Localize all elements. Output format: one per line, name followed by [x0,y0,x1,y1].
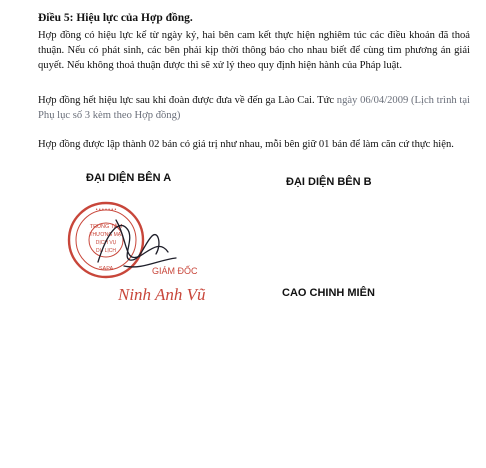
party-b-heading: ĐẠI DIỆN BÊN B [286,176,372,188]
paragraph-validity: Hợp đồng có hiệu lực kể từ ngày ký, hai bên cam kết thực hiện nghiêm túc các điều khoản đã thoả thuận. Nếu có phát sinh, các bên phải kịp thời thông báo cho nhau biết để cùng tìm phương án giải quyết. Nếu không thoả thuận được thì sẽ xử lý theo quy định hiện hành của Pháp luật. [38,30,470,71]
paragraph-expiry-note: ngày 06/04/2009 (Lịch trình tại Phụ lục số 3 kèm theo Hợp đồng) [38,95,470,121]
paragraph-copies: Hợp đồng được lập thành 02 bản có giá trị như nhau, mỗi bên giữ 01 bản để làm căn cứ thực hiện. [38,139,454,150]
party-b-name: CAO CHINH MIÊN [282,287,375,299]
svg-text:• • • • • • •: • • • • • • • [95,207,117,213]
director-name: Ninh Anh Vũ [118,285,206,304]
party-a-stamp-signature [58,200,228,312]
paragraph-expiry-main: Hợp đồng hết hiệu lực sau khi đoàn được đưa về đến ga Lào Cai. Tức [38,95,337,106]
stamp-and-signature-graphic [58,200,228,312]
party-a-heading: ĐẠI DIỆN BÊN A [86,172,172,184]
article-heading: Điều 5: Hiệu lực của Hợp đồng. [38,12,193,24]
paragraph-expiry [38,94,470,124]
director-title: GIÁM ĐỐC [152,266,198,276]
svg-text:TRUNG TÂM: TRUNG TÂM [89,224,123,230]
svg-text:SAPA: SAPA [98,266,114,272]
svg-text:DU LỊCH: DU LỊCH [95,248,117,254]
svg-text:DỊCH VỤ: DỊCH VỤ [95,240,117,246]
svg-text:THƯƠNG MẠI: THƯƠNG MẠI [89,232,123,238]
